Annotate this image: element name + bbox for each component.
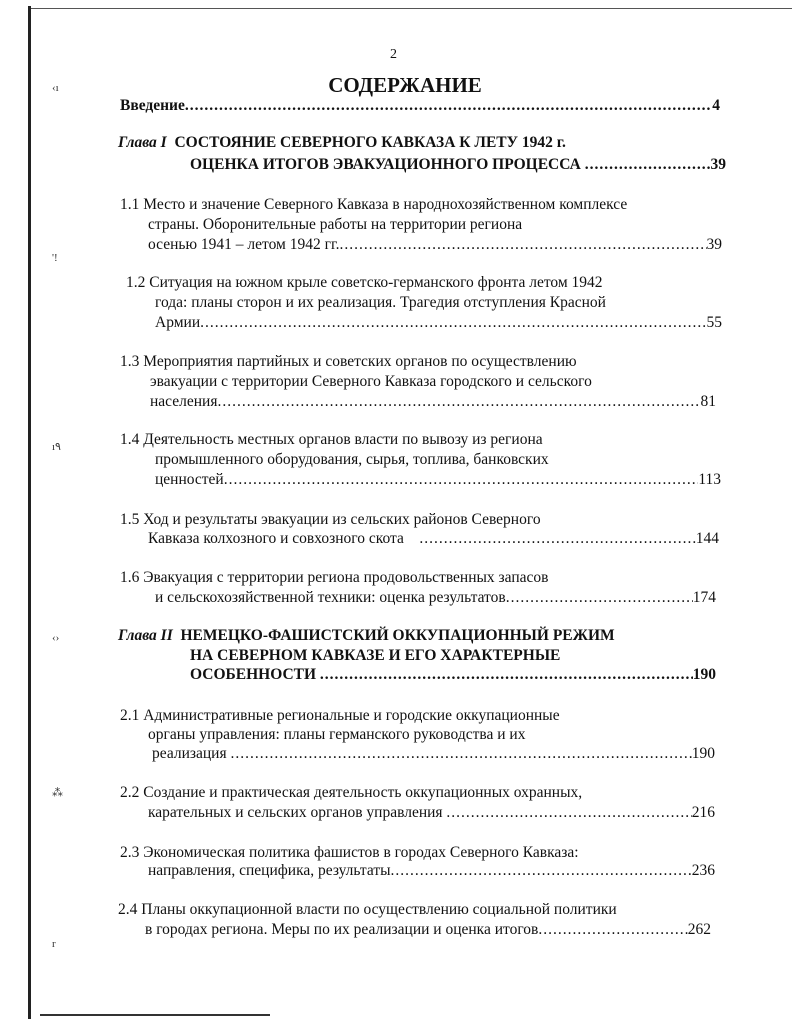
toc-entry-1-1 bbox=[148, 215, 522, 235]
entry-page: 144 bbox=[695, 530, 719, 547]
leader-dots bbox=[339, 235, 706, 255]
toc-entry-2-1 bbox=[152, 744, 715, 764]
entry-page: 113 bbox=[698, 471, 721, 488]
entry-line: направления, специфика, результаты bbox=[148, 862, 391, 879]
entry-line: 1.1 Место и значение Северного Кавказа в народнохозяйственном комплексе bbox=[120, 196, 628, 213]
entry-line: 2.1 Административные региональные и городские оккупационные bbox=[120, 707, 560, 724]
leader-dots bbox=[506, 588, 693, 608]
chapter-1-heading-line2 bbox=[190, 155, 726, 175]
toc-entry-2-1 bbox=[120, 706, 560, 726]
chapter-title-line: СОСТОЯНИЕ СЕВЕРНОГО КАВКАЗА К ЛЕТУ 1942 г. bbox=[174, 134, 566, 151]
toc-entry-2-4 bbox=[145, 920, 711, 940]
entry-line: года: планы сторон и их реализация. Трагедия отступления Красной bbox=[155, 294, 606, 311]
chapter-title-line: ОСОБЕННОСТИ bbox=[190, 666, 317, 683]
toc-entry-1-4 bbox=[120, 430, 543, 450]
entry-page: 81 bbox=[700, 393, 716, 410]
chapter-2-heading-line2 bbox=[190, 646, 560, 666]
entry-page: 236 bbox=[691, 862, 715, 879]
toc-entry-1-2 bbox=[126, 273, 603, 293]
entry-line: осенью 1941 – летом 1942 гг. bbox=[148, 236, 340, 253]
toc-entry-2-2 bbox=[148, 803, 715, 823]
chapter-title-line: НЕМЕЦКО-ФАШИСТСКИЙ ОККУПАЦИОННЫЙ РЕЖИМ bbox=[180, 627, 615, 644]
toc-entry-1-6 bbox=[120, 568, 548, 588]
toc-entry-1-5 bbox=[120, 510, 541, 530]
leader-dots bbox=[419, 529, 695, 549]
scan-mark: '! bbox=[52, 252, 58, 264]
toc-entry-1-2 bbox=[155, 293, 606, 313]
entry-page: 55 bbox=[706, 314, 722, 331]
entry-line: 2.2 Создание и практическая деятельность оккупационных охранных, bbox=[120, 784, 583, 801]
toc-entry-2-3 bbox=[148, 861, 715, 881]
entry-line: 2.4 Планы оккупационной власти по осуществлению социальной политики bbox=[118, 901, 617, 918]
entry-page: 4 bbox=[712, 97, 720, 114]
toc-entry-1-3 bbox=[150, 372, 592, 392]
leader-dots bbox=[320, 665, 693, 685]
toc-entry-1-4 bbox=[155, 450, 549, 470]
toc-entry-1-2 bbox=[155, 313, 722, 333]
scan-mark: ‹› bbox=[52, 632, 60, 644]
entry-line: эвакуации с территории Северного Кавказа городского и сельского bbox=[150, 373, 592, 390]
leader-dots bbox=[446, 803, 691, 823]
page-number: 2 bbox=[390, 47, 397, 62]
toc-entry-1-6 bbox=[155, 588, 716, 608]
toc-entry-2-2 bbox=[120, 783, 582, 803]
chapter-2-heading bbox=[118, 626, 615, 646]
entry-page: 174 bbox=[692, 589, 716, 606]
page-title: СОДЕРЖАНИЕ bbox=[328, 73, 482, 97]
chapter-prefix: Глава I bbox=[118, 134, 167, 151]
scan-mark: r bbox=[52, 938, 56, 950]
entry-line: 1.2 Ситуация на южном крыле советско-германского фронта летом 1942 bbox=[126, 274, 603, 291]
entry-line: и сельскохозяйственной техники: оценка результатов bbox=[155, 589, 506, 606]
scan-top-edge bbox=[28, 8, 792, 9]
toc-entry-intro bbox=[120, 96, 720, 116]
entry-page: 216 bbox=[691, 804, 715, 821]
toc-entry-1-1 bbox=[148, 235, 722, 255]
entry-line: 1.3 Мероприятия партийных и советских органов по осуществлению bbox=[120, 353, 577, 370]
toc-entry-1-4 bbox=[155, 470, 721, 490]
entry-page: 262 bbox=[687, 921, 711, 938]
chapter-1-heading bbox=[118, 133, 566, 153]
entry-line: страны. Оборонительные работы на территории региона bbox=[148, 216, 523, 233]
leader-dots bbox=[230, 744, 691, 764]
entry-line: населения bbox=[150, 393, 218, 410]
toc-entry-2-3 bbox=[120, 843, 579, 863]
scan-mark: ı٩ bbox=[52, 441, 61, 453]
leader-dots bbox=[585, 155, 711, 175]
entry-line: промышленного оборудования, сырья, топлива, банковских bbox=[155, 451, 549, 468]
entry-page: 190 bbox=[691, 745, 715, 762]
scan-bottom-edge bbox=[40, 1014, 270, 1016]
chapter-prefix: Глава II bbox=[118, 627, 173, 644]
leader-dots bbox=[538, 920, 687, 940]
entry-line: карательных и сельских органов управления bbox=[148, 804, 443, 821]
toc-entry-2-1 bbox=[148, 725, 525, 745]
entry-page: 39 bbox=[710, 156, 726, 173]
entry-line: 1.4 Деятельность местных органов власти по вывозу из региона bbox=[120, 431, 543, 448]
scan-mark: ⁂ bbox=[52, 787, 63, 799]
leader-dots bbox=[217, 392, 700, 412]
entry-line: ценностей bbox=[155, 471, 224, 488]
chapter-title-line: НА СЕВЕРНОМ КАВКАЗЕ И ЕГО ХАРАКТЕРНЫЕ bbox=[190, 647, 561, 664]
entry-page: 39 bbox=[706, 236, 722, 253]
entry-line: 1.5 Ход и результаты эвакуации из сельских районов Северного bbox=[120, 511, 541, 528]
toc-entry-1-5 bbox=[148, 529, 719, 549]
chapter-title-line: ОЦЕНКА ИТОГОВ ЭВАКУАЦИОННОГО ПРОЦЕССА bbox=[190, 156, 581, 173]
toc-entry-2-4 bbox=[118, 900, 617, 920]
entry-line: в городах региона. Меры по их реализации и оценка итогов bbox=[145, 921, 539, 938]
chapter-2-heading-line3 bbox=[190, 665, 716, 685]
entry-page: 190 bbox=[692, 666, 716, 683]
entry-line: 1.6 Эвакуация с территории региона продовольственных запасов bbox=[120, 569, 549, 586]
scan-binding-edge bbox=[28, 6, 31, 1019]
entry-line: реализация bbox=[152, 745, 227, 762]
leader-dots bbox=[391, 861, 692, 881]
entry-label: Введение bbox=[120, 97, 185, 114]
entry-line: Кавказа колхозного и совхозного скота bbox=[148, 530, 404, 547]
leader-dots bbox=[224, 470, 699, 490]
entry-line: Армии bbox=[155, 314, 201, 331]
toc-entry-1-3 bbox=[150, 392, 716, 412]
toc-entry-1-1 bbox=[120, 195, 627, 215]
leader-dots bbox=[185, 96, 712, 116]
leader-dots bbox=[200, 313, 706, 333]
scan-mark: ‹ı bbox=[52, 82, 59, 94]
toc-entry-1-3 bbox=[120, 352, 577, 372]
entry-line: 2.3 Экономическая политика фашистов в городах Северного Кавказа: bbox=[120, 844, 579, 861]
entry-line: органы управления: планы германского руководства и их bbox=[148, 726, 526, 743]
